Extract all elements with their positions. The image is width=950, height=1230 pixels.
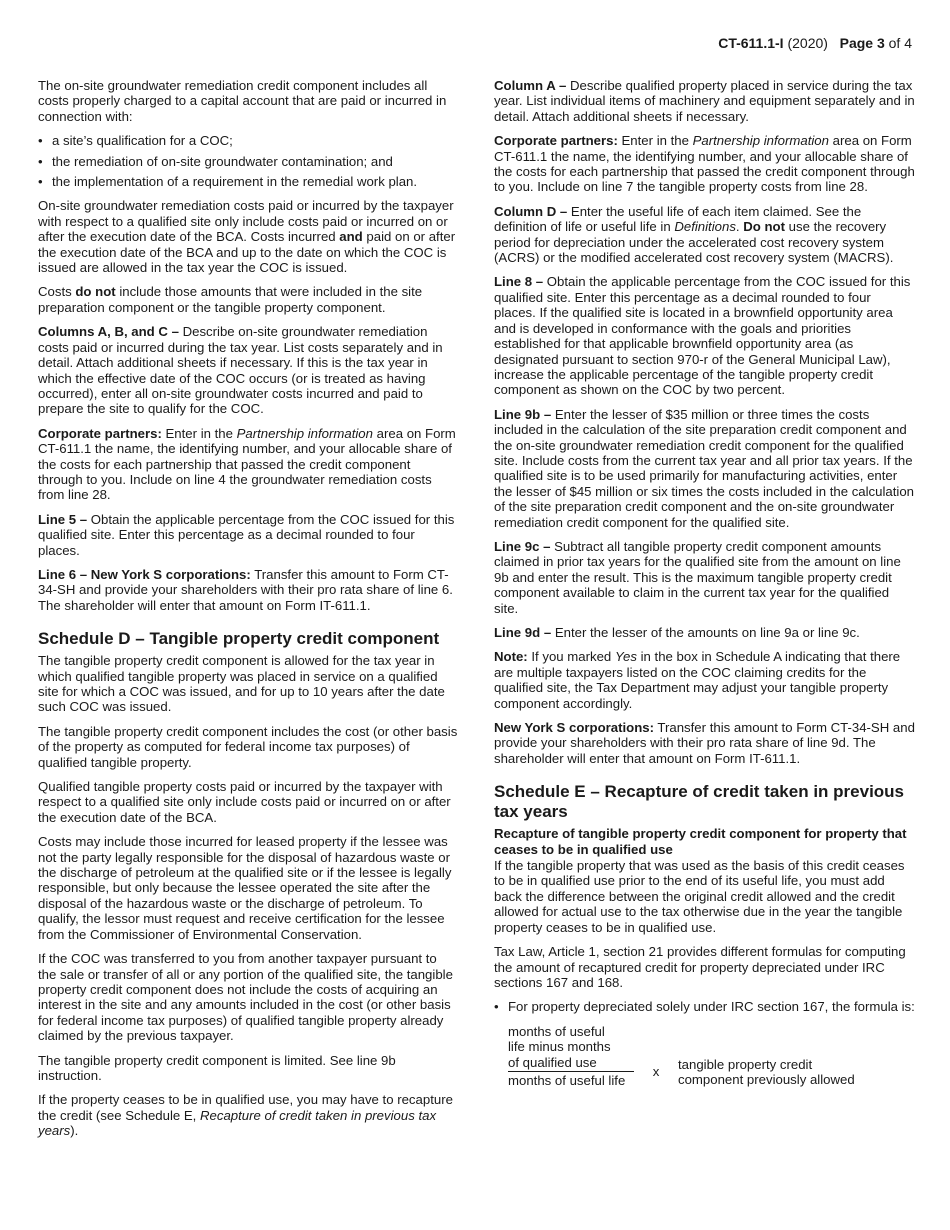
text-run: Recapture of credit taken in previous tax years xyxy=(38,1107,437,1139)
text-run: Partnership information xyxy=(692,133,829,149)
text-run: Transfer this amount to Form CT-34-SH and provide your shareholders with their pro rata share of line 9d. The shareholder will enter that amount on Form IT-611.1. xyxy=(494,720,915,766)
schedule-e-paragraph: Tax Law, Article 1, section 21 provides different formulas for computing the amount of recaptured credit for property depreciated under IRC sections 167 and 168. xyxy=(494,944,906,990)
text-run: Obtain the applicable percentage from the COC issued for this qualified site. Enter this percentage as a decimal rounded to four places. xyxy=(38,511,455,558)
page-header xyxy=(718,35,912,52)
schedule-d-paragraph: If the COC was transferred to you from another taxpayer pursuant to the sale or transfer of all or any portion of the qualified site, the tangible property credit component does not include the costs of acquiring an interest in the site and any amounts included in the cost (or other basis for federal income tax purposes) of qualified tangible property already claimed by the previous taxpayer. xyxy=(38,951,453,1044)
right-column xyxy=(494,78,916,1088)
text-run: Subtract all tangible property credit component amounts claimed in prior tax years for the qualified site from the amount on line 9b and enter the result. This is the maximum tangible property credit component available to claim in the current tax year for the qualified site. xyxy=(494,538,901,616)
text-run: Describe on-site groundwater remediation costs paid or incurred during the tax year. List costs separately and in detail. Attach additional sheets if necessary. If this is the tax year in which the effective date of the COC occurs (or is treated as having occurred), enter all on-site groundwater costs incurred and paid to prepare the site to qualify for the COC. xyxy=(38,324,443,417)
instruction-label: Columns A, B, and C – xyxy=(38,324,179,340)
groundwater-bullet-list xyxy=(38,133,458,189)
text-run: use the recovery period for depreciation under the accelerated cost recovery system (ACRS) or the modified accelerated cost recovery system (MACRS). xyxy=(494,219,894,266)
formula-numerator xyxy=(508,1024,634,1072)
column-d-instruction xyxy=(494,204,916,266)
form-id: CT-611.1-I xyxy=(718,35,784,51)
schedule-d-paragraph: The tangible property credit component is limited. See line 9b instruction. xyxy=(38,1052,396,1083)
page-of: of 4 xyxy=(888,35,912,51)
instruction-label: Line 8 – xyxy=(494,274,544,290)
text-run: Do not xyxy=(743,219,785,235)
instruction-label: Note: xyxy=(494,649,528,665)
text-run: Enter in the xyxy=(617,133,693,149)
text-run: Describe qualified property placed in service during the tax year. List individual items of machinery and equipment separately and in detail. Attach additional sheets if necessary. xyxy=(494,78,915,124)
text-run: in the box in Schedule A indicating that there are multiple taxpayers listed on the COC claiming credits for the qualified site, the Tax Department may adjust your tangible property component accordingly. xyxy=(494,649,901,711)
formula-multiplicand xyxy=(678,1057,855,1089)
schedule-d-paragraph: The tangible property credit component includes the cost (or other basis of the property as computed for federal income tax purposes) of qualified tangible property. xyxy=(38,723,458,770)
line6-instruction xyxy=(38,567,458,613)
left-column xyxy=(38,78,458,1148)
instruction-label: Column D – xyxy=(494,203,568,219)
schedule-d-recapture-note xyxy=(38,1092,458,1138)
text-run: Enter the lesser of $35 million or three times the costs included in the calculation of the site preparation credit component and the on-site groundwater remediation credit component for the qualified site. Include costs from the current tax year and all prior tax years. If the qualified site is to be used primarily for manufacturing activities, enter the lesser of $45 million or six times the costs included in the calculation of the site preparation credit component and the on-site groundwater remediation credit component for the qualified site. xyxy=(494,406,915,530)
line9b-instruction xyxy=(494,407,916,530)
schedule-d-paragraph: The tangible property credit component is allowed for the tax year in which qualified tangible property was placed in service on a qualified site for which a COC was issued, and for up to 10 years after the date such COC was issued. xyxy=(38,653,445,715)
formula-text: of qualified use xyxy=(508,1054,597,1070)
text-run: Enter the lesser of the amounts on line 9a or line 9c. xyxy=(551,625,860,640)
line8-instruction xyxy=(494,274,916,397)
column-a-instruction xyxy=(494,78,916,124)
costs-exclusion-paragraph xyxy=(38,284,458,315)
formula-text: tangible property credit xyxy=(678,1056,813,1072)
instruction-label: Line 9d – xyxy=(494,625,552,640)
formula-denominator: months of useful life xyxy=(508,1072,626,1088)
text-run: Partnership information xyxy=(236,425,373,441)
form-year: (2020) xyxy=(787,35,828,51)
text-run: area on Form CT-611.1 the name, the identifying number, and your allocable share of the costs for each partnership that passed the credit component through to you. Include on line 4 the groundwater remediation costs from line 28. xyxy=(38,425,456,503)
text-run: do not xyxy=(75,284,116,300)
text-run: Transfer this amount to Form CT-34-SH and provide your shareholders with their pro rata share of line 6. The shareholder will enter that amount on Form IT-611.1. xyxy=(38,566,453,613)
columns-abc-instruction xyxy=(38,324,458,416)
formula-text: component previously allowed xyxy=(678,1071,855,1087)
formula-bullet-list xyxy=(494,999,916,1014)
instruction-label: Corporate partners: xyxy=(38,425,162,441)
instruction-label: Line 9c – xyxy=(494,538,551,554)
schedule-e-paragraph: If the tangible property that was used as the basis of this credit ceases to be in qualified use prior to the end of its useful life, you must add back the difference between the original credit allowed and the credit allowed for actual use to the tax otherwise due in the year the tangible property ceases to be in qualified use. xyxy=(494,858,905,935)
note-paragraph xyxy=(494,649,916,711)
list-item: • For property depreciated solely under IRC section 167, the formula is: xyxy=(494,999,916,1014)
text-run: If the property ceases to be in qualified use, you may have to recapture the credit (see Schedule E, xyxy=(38,1092,453,1123)
list-item: • the remediation of on-site groundwater contamination; and xyxy=(38,154,458,169)
line9d-instruction xyxy=(494,625,916,640)
formula-text: life minus months xyxy=(508,1039,611,1055)
groundwater-intro: The on-site groundwater remediation credit component includes all costs properly charged to a capital account that are paid or incurred in connection with: xyxy=(38,78,447,124)
text-run: Costs xyxy=(38,284,76,300)
text-run: and xyxy=(339,229,363,245)
text-run: On-site groundwater remediation costs paid or incurred by the taxpayer with respect to a qualified site only include costs paid or incurred on or after the execution date of the BCA. Costs incurred xyxy=(38,198,454,245)
text-run: Obtain the applicable percentage from the COC issued for this qualified site. Enter this percentage as a decimal rounded to four places. If the qualified site is located in a brownfield opportunity area and is developed in conformance with the goals and priorities established for that applicable brownfield opportunity area (as designated pursuant to section 970-r of the General Municipal Law), increase the applicable percentage of the tangible property credit component as shown on the COC by two percent. xyxy=(494,274,911,398)
line9c-instruction xyxy=(494,539,916,616)
instruction-label: Line 6 – New York S corporations: xyxy=(38,566,251,582)
onsite-costs-paragraph xyxy=(38,198,458,275)
instruction-label: Line 9b – xyxy=(494,406,552,422)
schedule-d-heading: Schedule D – Tangible property credit component xyxy=(38,629,440,649)
page-label: Page 3 xyxy=(839,35,885,51)
formula-fraction xyxy=(508,1024,634,1089)
text-run: area on Form CT-611.1 the name, the identifying number, and your allocable share of the costs for each partnership that passed the credit component through to you. Include on line 7 the tangible property costs from line 28. xyxy=(494,133,915,195)
list-item: • a site’s qualification for a COC; xyxy=(38,133,458,148)
multiply-operator: x xyxy=(652,1063,660,1079)
corporate-partners-instruction xyxy=(38,426,458,503)
text-run: paid on or after the execution date of the BCA and up to the date on which the COC is issued are allowed in the tax year the COC is issued. xyxy=(38,229,456,276)
schedule-d-paragraph: Costs may include those incurred for leased property if the lessee was not the party legally responsible for the disposal of hazardous waste or the discharge of petroleum at the qualified site or if the lessee is legally responsible, but only because the lessee operated the site after the disposal of the hazardous waste or the discharge of petroleum. To qualify, the lessor must request and receive certification for the lessee from the Commissioner of Environmental Conservation. xyxy=(38,834,452,942)
recapture-formula xyxy=(508,1024,916,1089)
text-run: ). xyxy=(70,1123,79,1139)
instruction-label: New York S corporations: xyxy=(494,720,654,736)
schedule-e-heading: Schedule E – Recapture of credit taken in previous tax years xyxy=(494,782,905,822)
list-item: • the implementation of a requirement in the remedial work plan. xyxy=(38,174,458,189)
text-run: Enter the useful life of each item claimed. See the definition of life or useful life in xyxy=(494,203,862,235)
instruction-label: Column A – xyxy=(494,78,567,93)
text-run: Enter in the xyxy=(161,425,237,441)
text-run: . xyxy=(735,219,744,235)
text-run: If you marked xyxy=(527,649,615,665)
instruction-label: Line 5 – xyxy=(38,511,88,527)
schedule-e-subheading: Recapture of tangible property credit component for property that ceases to be in qualified use xyxy=(494,826,907,857)
text-run: Yes xyxy=(614,649,637,665)
ny-s-corporations-instruction xyxy=(494,720,916,766)
schedule-d-paragraph: Qualified tangible property costs paid or incurred by the taxpayer with respect to a qualified site only include costs paid or incurred on or after the execution date of the BCA. xyxy=(38,779,451,825)
line5-instruction xyxy=(38,512,458,558)
instruction-label: Corporate partners: xyxy=(494,133,618,149)
text-run: include those amounts that were included in the site preparation component or the tangible property component. xyxy=(38,284,423,315)
text-run: Definitions xyxy=(674,219,736,235)
formula-text: months of useful xyxy=(508,1023,605,1039)
corporate-partners-instruction xyxy=(494,133,916,195)
